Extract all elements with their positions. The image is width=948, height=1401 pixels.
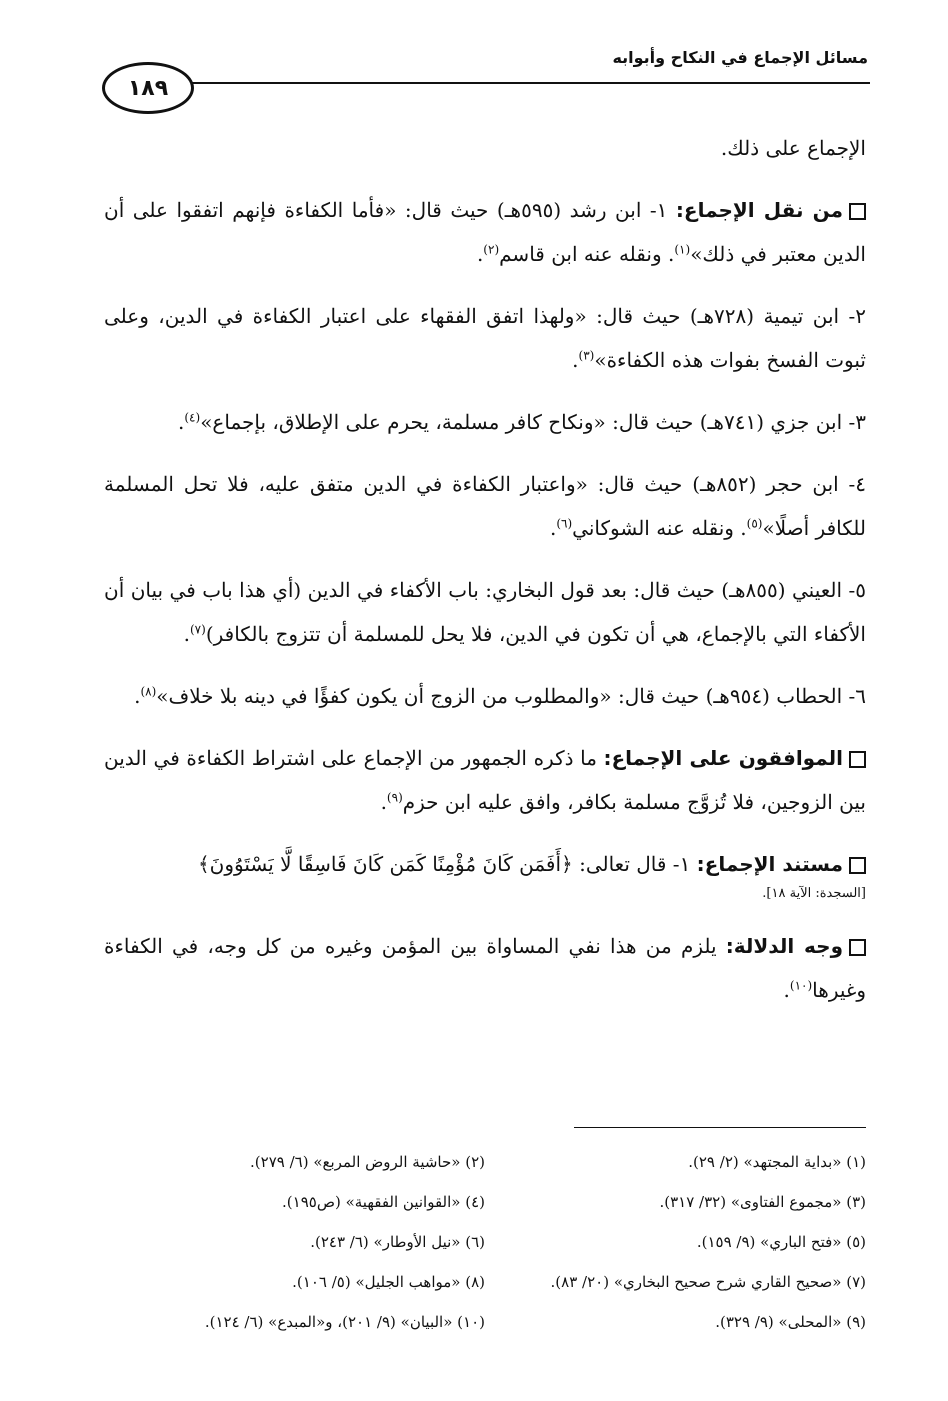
- footnote-ref: (٦): [556, 516, 573, 531]
- paragraph-lead: من نقل الإجماع:: [675, 198, 844, 222]
- paragraph-text-end: .: [476, 242, 484, 266]
- square-bullet-icon: [849, 203, 866, 220]
- footnote-row: [104, 1222, 866, 1262]
- footnote: (٤) «القوانين الفقهية» (ص١٩٥).: [282, 1193, 485, 1211]
- paragraph-text: ما ذكره الجمهور من الإجماع على اشتراط الكفاءة في الدين بين الزوجين، فلا تُزوَّج مسلمة بكافر، وافق عليه ابن حزم: [104, 746, 866, 814]
- footnote: (١٠) «البيان» (٩/ ٢٠١)، و«المبدع» (٦/ ١٢٤).: [204, 1313, 485, 1331]
- square-bullet-icon: [849, 751, 866, 768]
- footnote: (٨) «مواهب الجليل» (٥/ ١٠٦).: [292, 1273, 485, 1291]
- paragraph-text: ٢- ابن تيمية (٧٢٨هـ) حيث قال: «ولهذا اتفق الفقهاء على اعتبار الكفاءة في الدين، وعلى ثبوت الفسخ بفوات هذه الكفاءة»: [104, 304, 867, 372]
- paragraph-text: ١- قال تعالى: ﴿أَفَمَن كَانَ مُؤْمِنًا كَمَن كَانَ فَاسِقًا لَّا يَسْتَوُونَ﴾: [197, 852, 697, 876]
- paragraph-lead: مستند الإجماع:: [696, 852, 843, 876]
- footnote-ref: (١): [674, 242, 691, 257]
- footnote-row: [104, 1302, 866, 1342]
- paragraph-text: ٣- ابن جزي (٧٤١هـ) حيث قال: «ونكاح كافر مسلمة، يحرم على الإطلاق، بإجماع»: [200, 410, 866, 434]
- main-text: [104, 126, 866, 1030]
- paragraph-text: ٥- العيني (٨٥٥هـ) حيث قال: بعد قول البخاري: باب الأكفاء في الدين (أي هذا باب في بيان أن الأكفاء التي بالإجماع، هي أن تكون في الدين، فلا يحل للمسلمة أن تتزوج بالكافر): [104, 578, 866, 646]
- paragraph-lead: الموافقون على الإجماع:: [603, 746, 843, 770]
- header-rule: [192, 82, 870, 84]
- paragraph-text: الإجماع على ذلك.: [720, 136, 866, 160]
- footnote-row: [104, 1182, 866, 1222]
- footnote-ref: (٢): [483, 242, 500, 257]
- footnote: (٦) «نيل الأوطار» (٦/ ٢٤٣).: [310, 1233, 485, 1251]
- paragraph-9: [104, 924, 866, 1012]
- footnote-ref: (٨): [140, 684, 157, 699]
- paragraph-1: [104, 188, 866, 276]
- paragraph-0: [104, 126, 866, 170]
- footnote-row: [104, 1142, 866, 1182]
- paragraph-5: [104, 568, 866, 656]
- footnote-ref: (٩): [386, 790, 403, 805]
- paragraph-4: [104, 462, 866, 550]
- footnote: (٢) «حاشية الروض المربع» (٦/ ٢٧٩).: [250, 1153, 485, 1171]
- paragraph-text-end: .: [549, 516, 557, 540]
- paragraph-text-cont: .: [183, 622, 190, 646]
- footnote: (٧) «صحيح القاري شرح صحيح البخاري» (٢٠/ ٨٣).: [550, 1273, 866, 1291]
- paragraph-text: ١- ابن رشد (٥٩٥هـ) حيث قال: «فأما الكفاءة فإنهم اتفقوا على أن الدين معتبر في ذلك»: [104, 198, 866, 266]
- footnote: (٩) «المحلى» (٩/ ٣٢٩).: [715, 1313, 866, 1331]
- paragraph-6: [104, 674, 866, 718]
- paragraph-text-cont: .: [380, 790, 387, 814]
- paragraph-text: ٤- ابن حجر (٨٥٢هـ) حيث قال: «واعتبار الكفاءة في الدين متفق عليه، فلا تحل المسلمة للكافر أصلًا»: [104, 472, 866, 540]
- running-header-title: مسائل الإجماع في النكاح وأبوابه: [612, 48, 868, 67]
- footnote-ref: (٥): [746, 516, 763, 531]
- quran-source-ref: [السجدة: الآية ١٨].: [762, 886, 866, 901]
- footnote-row: [104, 1262, 866, 1302]
- paragraph-text-cont: . ونقله عنه الشوكاني: [572, 516, 747, 540]
- paragraph-lead: وجه الدلالة:: [725, 934, 843, 958]
- footnote-ref: (١٠): [789, 978, 813, 993]
- footnote-ref: (٧): [189, 622, 206, 637]
- paragraph-text-cont: .: [783, 978, 790, 1002]
- footnote-ref: (٣): [578, 348, 595, 363]
- square-bullet-icon: [849, 857, 866, 874]
- paragraph-3: [104, 400, 866, 444]
- footnote: (٥) «فتح الباري» (٩/ ١٥٩).: [696, 1233, 866, 1251]
- footnote: (٣) «مجموع الفتاوى» (٣٢/ ٣١٧).: [659, 1193, 866, 1211]
- footnote: (١) «بداية المجتهد» (٢/ ٢٩).: [688, 1153, 866, 1171]
- paragraph-text: ٦- الحطاب (٩٥٤هـ) حيث قال: «والمطلوب من الزوج أن يكون كفؤًا في دينه بلا خلاف»: [156, 684, 866, 708]
- page-number-badge: [102, 62, 194, 114]
- paragraph-8: [104, 842, 866, 886]
- paragraph-text: يلزم من هذا نفي المساواة بين المؤمن وغيره من كل وجه، في الكفاءة وغيرها: [104, 934, 866, 1002]
- page-number: ١٨٩: [127, 75, 169, 101]
- square-bullet-icon: [849, 939, 866, 956]
- footnote-ref: (٤): [184, 410, 201, 425]
- paragraph-text-cont: .: [572, 348, 579, 372]
- paragraph-7: [104, 736, 866, 824]
- footnotes: [104, 1142, 866, 1342]
- footnote-separator: [574, 1127, 866, 1128]
- paragraph-text-cont: .: [178, 410, 185, 434]
- paragraph-text-cont: . ونقله عنه ابن قاسم: [499, 242, 675, 266]
- paragraph-2: [104, 294, 866, 382]
- paragraph-text-cont: .: [134, 684, 141, 708]
